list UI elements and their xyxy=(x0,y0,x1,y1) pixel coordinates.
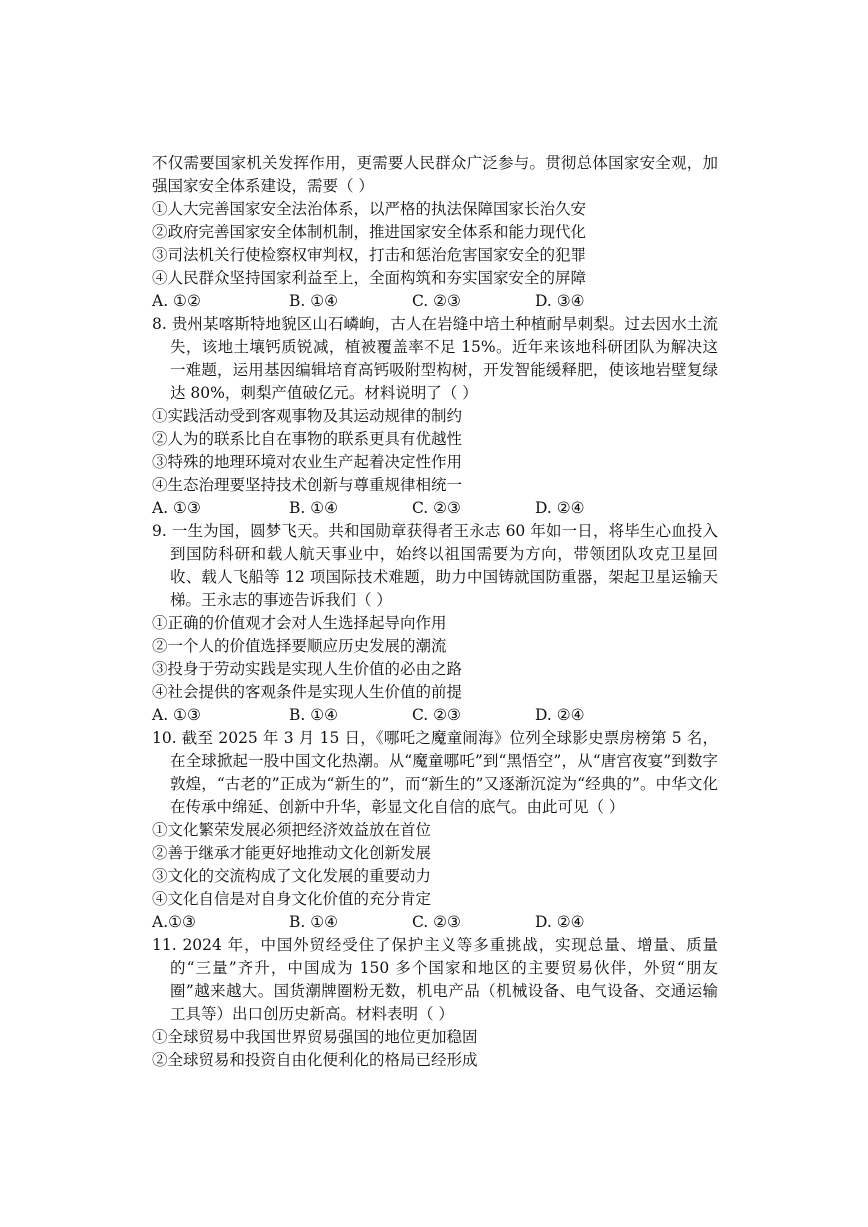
question-7-option-b: B. ①④ xyxy=(289,292,339,310)
question-7-item-4: ④人民群众坚持国家利益至上，全面构筑和夯实国家安全的屏障 xyxy=(152,269,587,287)
question-8 xyxy=(152,313,718,520)
question-11 xyxy=(152,934,718,1072)
question-10-option-a: A.①③ xyxy=(152,913,196,931)
question-7-option-c: C. ②③ xyxy=(412,292,461,310)
question-7-item-1: ①人大完善国家安全法治体系，以严格的执法保障国家长治久安 xyxy=(152,200,587,218)
question-11-stem: 11. 2024 年，中国外贸经受住了保护主义等多重挑战，实现总量、增量、质量的“三量”齐升，中国成为 150 多个国家和地区的主要贸易伙伴，外贸“朋友圈”越来越大。国货潮牌圈粉无数，机电产品（机械设备、电气设备、交通运输工具等）出口创历史新高。材料表明（ ） xyxy=(152,936,718,1023)
question-9-item-3: ③投身于劳动实践是实现人生价值的必由之路 xyxy=(152,660,463,678)
question-10-option-d: D. ②④ xyxy=(535,913,585,931)
question-8-stem: 8. 贵州某喀斯特地貌区山石嶙峋，古人在岩缝中培土种植耐旱刺梨。过去因水土流失，该地土壤钙质锐减，植被覆盖率不足 15%。近年来该地科研团队为解决这一难题，运用基因编辑培育高钙吸附型构树，开发智能缓释肥，使该地岩壁复绿达 80%，刺梨产值破亿元。材料说明了（ ） xyxy=(152,315,718,402)
question-8-item-2: ②人为的联系比自在事物的联系更具有优越性 xyxy=(152,430,463,448)
question-10-option-b: B. ①④ xyxy=(289,913,339,931)
question-9-option-d: D. ②④ xyxy=(535,706,585,724)
question-9-option-c: C. ②③ xyxy=(412,706,461,724)
question-7-stem: 不仅需要国家机关发挥作用，更需要人民群众广泛参与。贯彻总体国家安全观，加强国家安全体系建设，需要（ ） xyxy=(152,154,718,195)
question-8-options xyxy=(152,497,718,520)
question-10-option-c: C. ②③ xyxy=(412,913,461,931)
question-9-item-4: ④社会提供的客观条件是实现人生价值的前提 xyxy=(152,683,463,701)
question-7-option-a: A. ①② xyxy=(152,292,201,310)
question-10-item-3: ③文化的交流构成了文化发展的重要动力 xyxy=(152,867,432,885)
question-10-item-2: ②善于继承才能更好地推动文化创新发展 xyxy=(152,844,432,862)
question-8-item-4: ④生态治理要坚持技术创新与尊重规律相统一 xyxy=(152,476,463,494)
question-10-item-4: ④文化自信是对自身文化价值的充分肯定 xyxy=(152,890,432,908)
question-11-item-1: ①全球贸易中我国世界贸易强国的地位更加稳固 xyxy=(152,1028,478,1046)
question-11-item-2: ②全球贸易和投资自由化便利化的格局已经形成 xyxy=(152,1051,478,1069)
question-8-option-a: A. ①③ xyxy=(152,499,201,517)
question-8-item-3: ③特殊的地理环境对农业生产起着决定性作用 xyxy=(152,453,463,471)
question-10-item-1: ①文化繁荣发展必须把经济效益放在首位 xyxy=(152,821,432,839)
question-7-item-2: ②政府完善国家安全体制机制，推进国家安全体系和能力现代化 xyxy=(152,223,587,241)
question-9-options xyxy=(152,704,718,727)
question-7-item-3: ③司法机关行使检察权审判权，打击和惩治危害国家安全的犯罪 xyxy=(152,246,587,264)
question-9-option-b: B. ①④ xyxy=(289,706,339,724)
question-8-option-c: C. ②③ xyxy=(412,499,461,517)
question-9-option-a: A. ①③ xyxy=(152,706,201,724)
question-7 xyxy=(152,152,718,313)
question-9-item-1: ①正确的价值观才会对人生选择起导向作用 xyxy=(152,614,447,632)
question-8-item-1: ①实践活动受到客观事物及其运动规律的制约 xyxy=(152,407,463,425)
question-8-option-b: B. ①④ xyxy=(289,499,339,517)
question-9-item-2: ②一个人的价值选择要顺应历史发展的潮流 xyxy=(152,637,447,655)
question-10-stem: 10. 截至 2025 年 3 月 15 日，《哪吒之魔童闹海》位列全球影史票房榜第 5 名，在全球掀起一股中国文化热潮。从“魔童哪吒”到“黑悟空”，从“唐宫夜宴”到数字敦煌，“古老的”正成为“新生的”，而“新生的”又逐渐沉淀为“经典的”。中华文化在传承中绵延、创新中升华，彰显文化自信的底气。由此可见（ ） xyxy=(152,729,719,816)
question-10 xyxy=(152,727,718,934)
question-9 xyxy=(152,520,718,727)
question-8-option-d: D. ②④ xyxy=(535,499,585,517)
page-content xyxy=(152,152,718,1072)
question-9-stem: 9. 一生为国，圆梦飞天。共和国勋章获得者王永志 60 年如一日，将毕生心血投入到国防科研和载人航天事业中，始终以祖国需要为方向，带领团队攻克卫星回收、载人飞船等 12 项国际技术难题，助力中国铸就国防重器，架起卫星运输天梯。王永志的事迹告诉我们（ ） xyxy=(152,522,718,609)
question-10-options xyxy=(152,911,718,934)
question-7-options xyxy=(152,290,718,313)
question-7-option-d: D. ③④ xyxy=(535,292,585,310)
